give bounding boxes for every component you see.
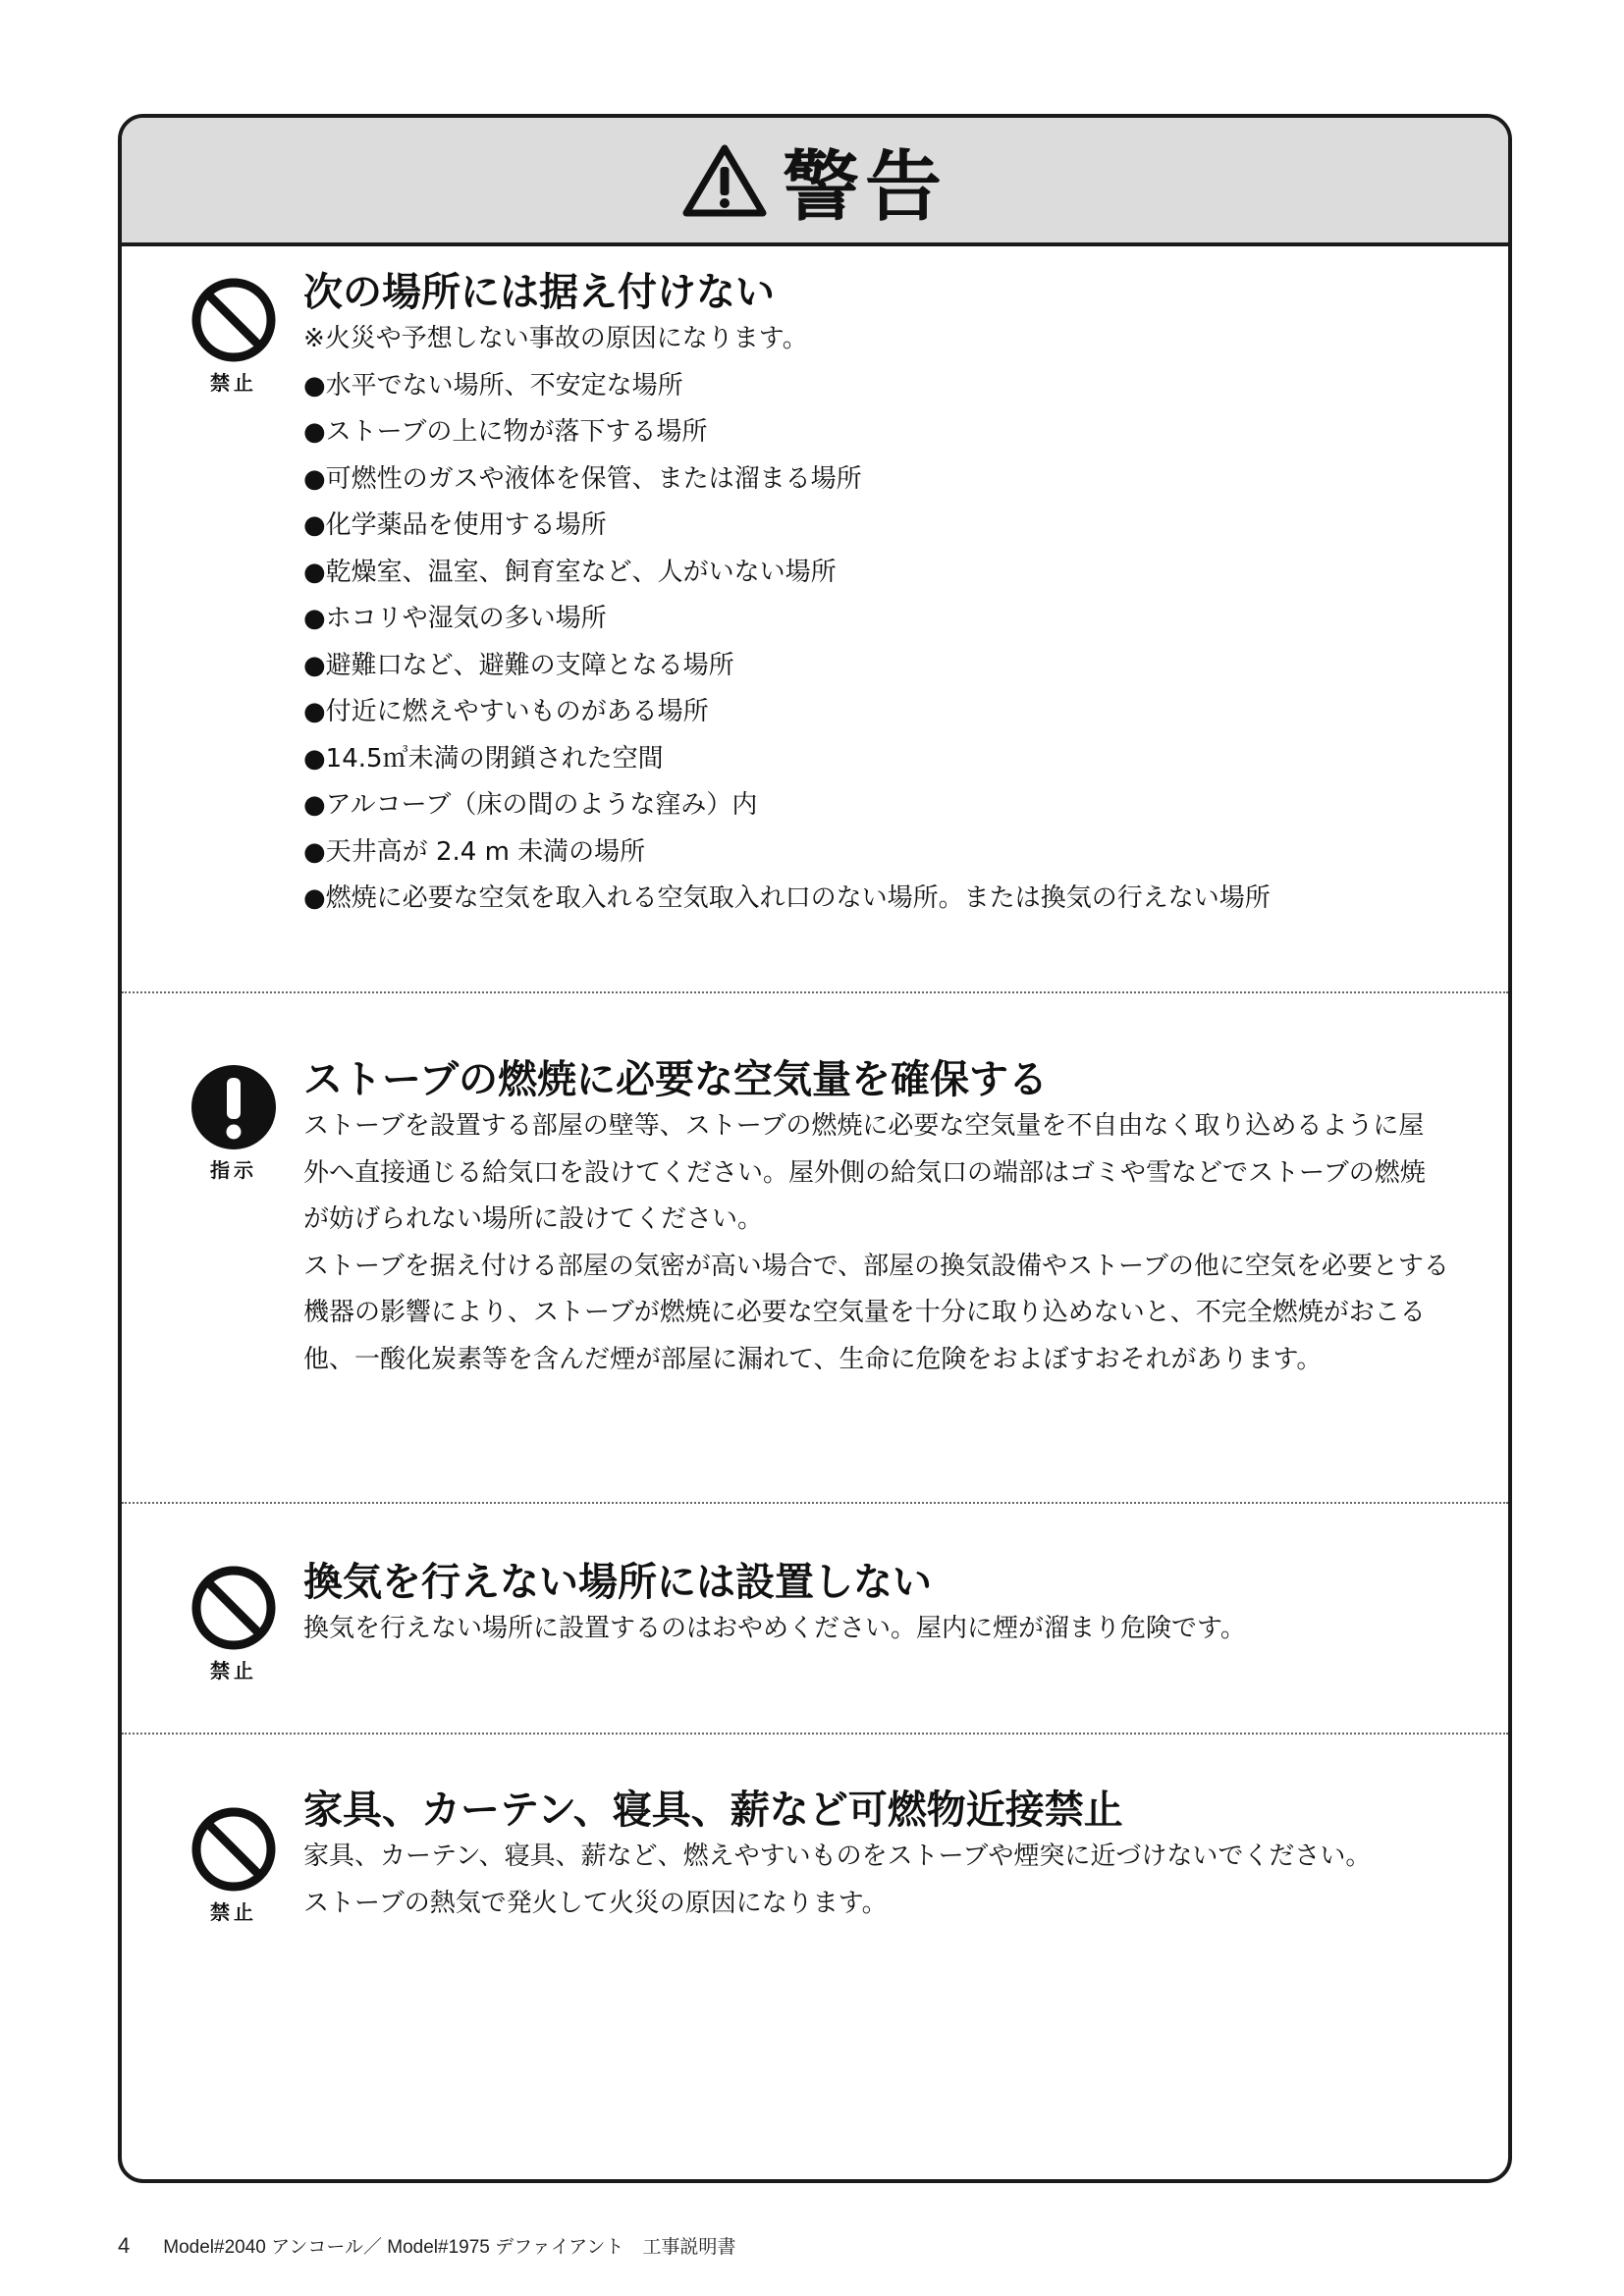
- list-item: ●付近に燃えやすいものがある場所: [303, 697, 709, 726]
- instruction-sign: [183, 1064, 285, 1183]
- section-ventilation: [303, 1559, 1449, 1653]
- list-item: ●避難口など、避難の支障となる場所: [303, 650, 734, 680]
- section-combustibles: [303, 1787, 1449, 1927]
- paragraph: ストーブを設置する部屋の壁等、ストーブの燃焼に必要な空気量を不自由なく取り込めるように屋外へ直接通じる給気口を設けてください。屋外側の給気口の端部はゴミや雪などでストーブの燃焼が妨げられない場所に設けてください。: [303, 1111, 1426, 1234]
- list-item: ●ストーブの上に物が落下する場所: [303, 417, 708, 447]
- section-title: 次の場所には据え付けない: [303, 270, 775, 315]
- prohibition-icon: [190, 277, 277, 363]
- body-line: ストーブの熱気で発火して火災の原因になります。: [303, 1888, 888, 1918]
- note-line: ※火災や予想しない事故の原因になります。: [303, 324, 808, 353]
- list-item: ●燃焼に必要な空気を取入れる空気取入れ口のない場所。または換気の行えない場所: [303, 883, 1271, 913]
- section-title: 換気を行えない場所には設置しない: [303, 1560, 932, 1605]
- prohibition-sign: [183, 1565, 285, 1683]
- list-item: ●化学薬品を使用する場所: [303, 510, 607, 540]
- section-divider: [122, 991, 1508, 993]
- list-item: ●天井高が 2.4 m 未満の場所: [303, 836, 646, 867]
- page-footer: [118, 2232, 735, 2259]
- section-title: 家具、カーテン、寝具、薪など可燃物近接禁止: [303, 1788, 1123, 1833]
- page-number: 4: [118, 2233, 131, 2258]
- section-divider: [122, 1502, 1508, 1504]
- prohibition-sign: [183, 1806, 285, 1925]
- footer-text: Model#2040 アンコール／ Model#1975 デファイアント 工事説明書: [163, 2237, 736, 2258]
- paragraph: ストーブを据え付ける部屋の気密が高い場合で、部屋の換気設備やストーブの他に空気を必要とする機器の影響により、ストーブが燃焼に必要な空気量を十分に取り込めないと、不完全燃焼がおこる他、一酸化炭素等を含んだ煙が部屋に漏れて、生命に危険をおよぼすおそれがあります。: [303, 1251, 1449, 1374]
- list-item: ●アルコーブ（床の間のような窪み）内: [303, 790, 758, 820]
- list-item: ●ホコリや湿気の多い場所: [303, 604, 607, 633]
- sign-label: 禁止: [210, 371, 257, 395]
- warning-box: [118, 114, 1512, 2183]
- prohibition-icon: [190, 1806, 277, 1893]
- body-line: 換気を行えない場所に設置するのはおやめください。屋内に煙が溜まり危険です。: [303, 1614, 1246, 1643]
- body-line: 家具、カーテン、寝具、薪など、燃えやすいものをストーブや煙突に近づけないでください。: [303, 1842, 1372, 1871]
- list-item: ●14.5㎥未満の閉鎖された空間: [303, 743, 664, 774]
- warning-title: 警告: [782, 142, 947, 232]
- warning-triangle-icon: [682, 143, 767, 218]
- section-install-location: [303, 269, 1449, 923]
- section-divider: [122, 1733, 1508, 1735]
- prohibition-icon: [190, 1565, 277, 1651]
- list-item: ●乾燥室、温室、飼育室など、人がいない場所: [303, 557, 837, 587]
- section-title: ストーブの燃焼に必要な空気量を確保する: [303, 1057, 1048, 1102]
- sign-label: 禁止: [210, 1900, 257, 1924]
- section-air-supply: [303, 1056, 1449, 1383]
- prohibition-sign: [183, 277, 285, 396]
- sign-label: 禁止: [210, 1659, 257, 1682]
- instruction-exclamation-icon: [190, 1064, 277, 1150]
- sign-label: 指示: [210, 1158, 257, 1182]
- warning-header: [122, 118, 1508, 246]
- list-item: ●可燃性のガスや液体を保管、または溜まる場所: [303, 463, 862, 494]
- list-item: ●水平でない場所、不安定な場所: [303, 370, 683, 400]
